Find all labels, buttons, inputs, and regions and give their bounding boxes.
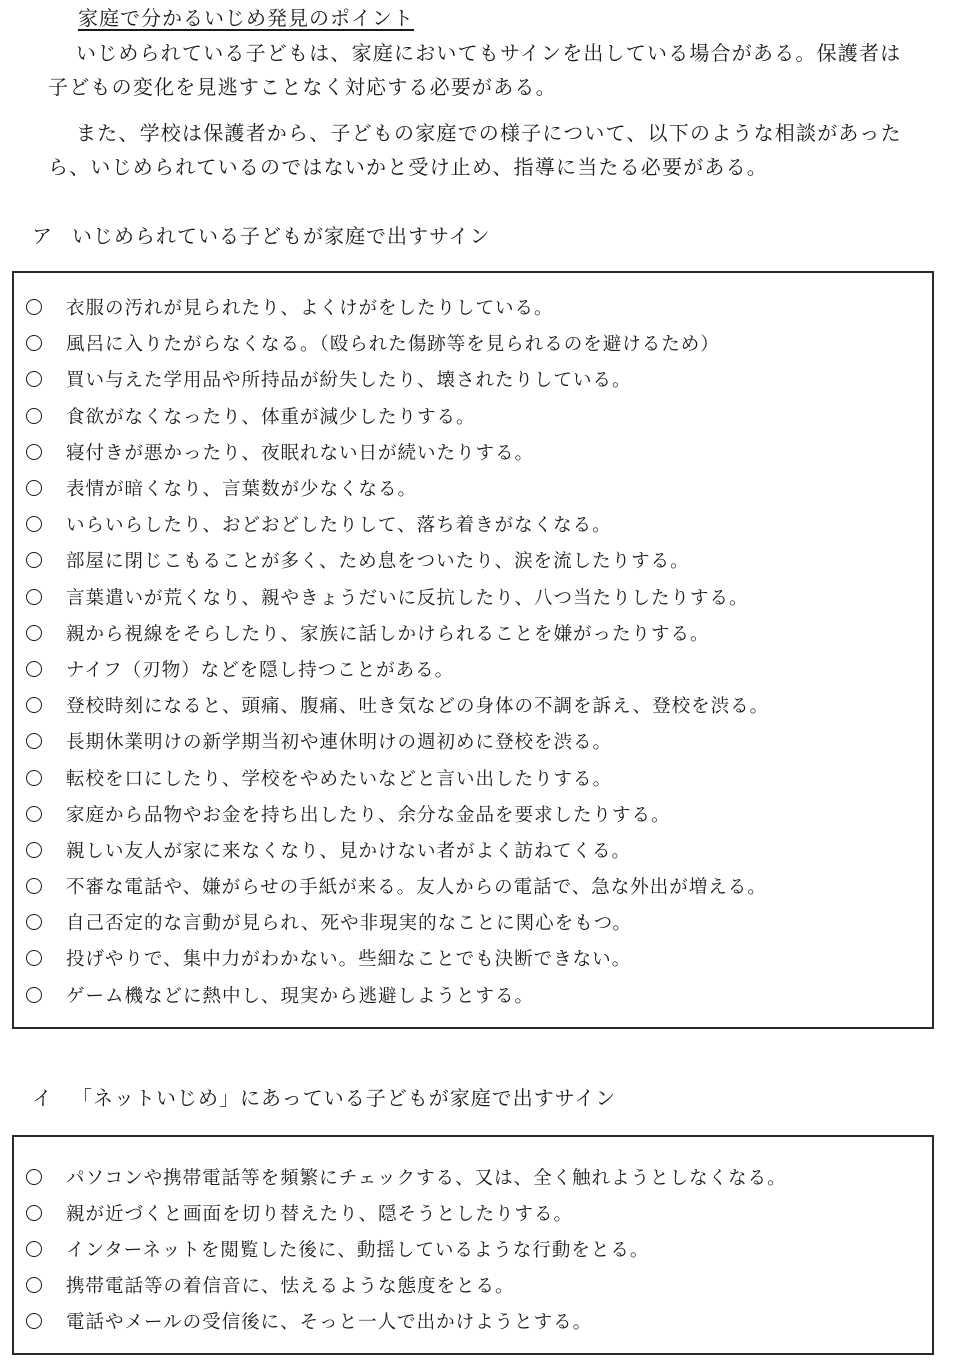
sign-text: ナイフ（刃物）などを隠し持つことがある。 — [66, 659, 455, 681]
document-title: 家庭で分かるいじめ発見のポイント — [78, 6, 414, 30]
circle-bullet-icon — [26, 987, 42, 1003]
circle-bullet-icon — [26, 480, 42, 496]
section-a-heading — [32, 222, 491, 250]
sign-text: いらいらしたり、おどおどしたりして、落ち着きがなくなる。 — [66, 515, 612, 537]
sign-text: 携帯電話等の着信音に、怯えるような態度をとる。 — [66, 1276, 515, 1297]
circle-bullet-icon — [26, 661, 42, 677]
sign-text: 買い与えた学用品や所持品が紛失したり、壊されたりしている。 — [66, 370, 632, 392]
section-b-heading-text: 「ネットいじめ」にあっている子どもが家庭で出すサイン — [72, 1086, 617, 1110]
list-item — [26, 759, 928, 795]
sign-text: 投げやりで、集中力がわかない。些細なことでも決断できない。 — [66, 949, 632, 971]
section-a-sign-list — [26, 289, 928, 1013]
list-item — [26, 289, 928, 325]
list-item — [26, 1231, 928, 1267]
sign-text: 長期休業明けの新学期当初や連休明けの週初めに登校を渋る。 — [66, 732, 613, 754]
sign-text: 親が近づくと画面を切り替えたり、隠そうとしたりする。 — [66, 1204, 574, 1225]
list-item — [26, 1159, 928, 1195]
sign-text: 転校を口にしたり、学校をやめたいなどと言い出したりする。 — [66, 768, 613, 790]
sign-text: 登校時刻になると、頭痛、腹痛、吐き気などの身体の不調を訴え、登校を渋る。 — [66, 696, 770, 718]
list-item — [26, 940, 928, 976]
sign-text: 衣服の汚れが見られたり、よくけがをしたりしている。 — [66, 298, 554, 320]
section-a-signs-box — [12, 271, 934, 1029]
list-item — [26, 434, 928, 470]
sign-text: 電話やメールの受信後に、そっと一人で出かけようとする。 — [66, 1312, 593, 1333]
section-b-sign-list — [26, 1159, 928, 1339]
sign-text: ゲーム機などに熱中し、現実から逃避しようとする。 — [66, 985, 535, 1007]
list-item — [26, 615, 928, 651]
circle-bullet-icon — [26, 299, 42, 315]
list-item — [26, 361, 928, 397]
circle-bullet-icon — [26, 1277, 42, 1293]
list-item — [26, 1303, 928, 1339]
section-a-mark: ア — [32, 224, 53, 248]
sign-text: 親から視線をそらしたり、家族に話しかけられることを嫌がったりする。 — [66, 623, 710, 645]
sign-text: 親しい友人が家に来なくなり、見かけない者がよく訪ねてくる。 — [66, 840, 632, 862]
sign-text: 食欲がなくなったり、体重が減少したりする。 — [66, 406, 476, 428]
circle-bullet-icon — [26, 1241, 42, 1257]
section-b-signs-box — [12, 1135, 934, 1355]
circle-bullet-icon — [26, 408, 42, 424]
section-b-heading — [32, 1084, 616, 1112]
circle-bullet-icon — [26, 1169, 42, 1185]
sign-text: パソコンや携帯電話等を頻繁にチェックする、又は、全く触れようとしなくなる。 — [66, 1168, 787, 1189]
list-item — [26, 1267, 928, 1303]
circle-bullet-icon — [26, 697, 42, 713]
sign-text: 言葉遣いが荒くなり、親やきょうだいに反抗したり、八つ当たりしたりする。 — [66, 587, 749, 609]
list-item — [26, 904, 928, 940]
list-item — [26, 977, 928, 1013]
sign-text: インターネットを閲覧した後に、動揺しているような行動をとる。 — [66, 1240, 650, 1261]
list-item — [26, 796, 928, 832]
list-item — [26, 687, 928, 723]
circle-bullet-icon — [26, 516, 42, 532]
list-item — [26, 832, 928, 868]
circle-bullet-icon — [26, 335, 42, 351]
sign-text: 不審な電話や、嫌がらせの手紙が来る。友人からの電話で、急な外出が増える。 — [66, 877, 767, 899]
list-item — [26, 868, 928, 904]
sign-text: 家庭から品物やお金を持ち出したり、余分な金品を要求したりする。 — [66, 804, 671, 826]
circle-bullet-icon — [26, 914, 42, 930]
circle-bullet-icon — [26, 371, 42, 387]
circle-bullet-icon — [26, 806, 42, 822]
sign-text: 寝付きが悪かったり、夜眠れない日が続いたりする。 — [66, 442, 535, 464]
list-item — [26, 1195, 928, 1231]
intro-paragraph-1: いじめられている子どもは、家庭においてもサインを出している場合がある。保護者は子どもの変化を見逃すことなく対応する必要がある。 — [48, 41, 902, 99]
circle-bullet-icon — [26, 733, 42, 749]
circle-bullet-icon — [26, 444, 42, 460]
circle-bullet-icon — [26, 1313, 42, 1329]
circle-bullet-icon — [26, 1205, 42, 1221]
sign-text: 自己否定的な言動が見られ、死や非現実的なことに関心をもつ。 — [66, 913, 632, 935]
intro-paragraph-2: また、学校は保護者から、子どもの家庭での様子について、以下のような相談があったら、いじめられているのではないかと受け止め、指導に当たる必要がある。 — [48, 121, 902, 179]
list-item — [26, 651, 928, 687]
circle-bullet-icon — [26, 842, 42, 858]
circle-bullet-icon — [26, 770, 42, 786]
list-item — [26, 470, 928, 506]
section-a-heading-text: いじめられている子どもが家庭で出すサイン — [72, 224, 491, 248]
sign-text: 表情が暗くなり、言葉数が少なくなる。 — [66, 479, 418, 501]
circle-bullet-icon — [26, 552, 42, 568]
list-item — [26, 325, 928, 361]
sign-text: 風呂に入りたがらなくなる。（殴られた傷跡等を見られるのを避けるため） — [66, 334, 720, 356]
list-item — [26, 398, 928, 434]
circle-bullet-icon — [26, 950, 42, 966]
list-item — [26, 542, 928, 578]
circle-bullet-icon — [26, 625, 42, 641]
circle-bullet-icon — [26, 878, 42, 894]
list-item — [26, 579, 928, 615]
section-b-mark: イ — [32, 1086, 53, 1110]
circle-bullet-icon — [26, 589, 42, 605]
list-item — [26, 723, 928, 759]
list-item — [26, 506, 928, 542]
sign-text: 部屋に閉じこもることが多く、ため息をついたり、涙を流したりする。 — [66, 551, 690, 573]
